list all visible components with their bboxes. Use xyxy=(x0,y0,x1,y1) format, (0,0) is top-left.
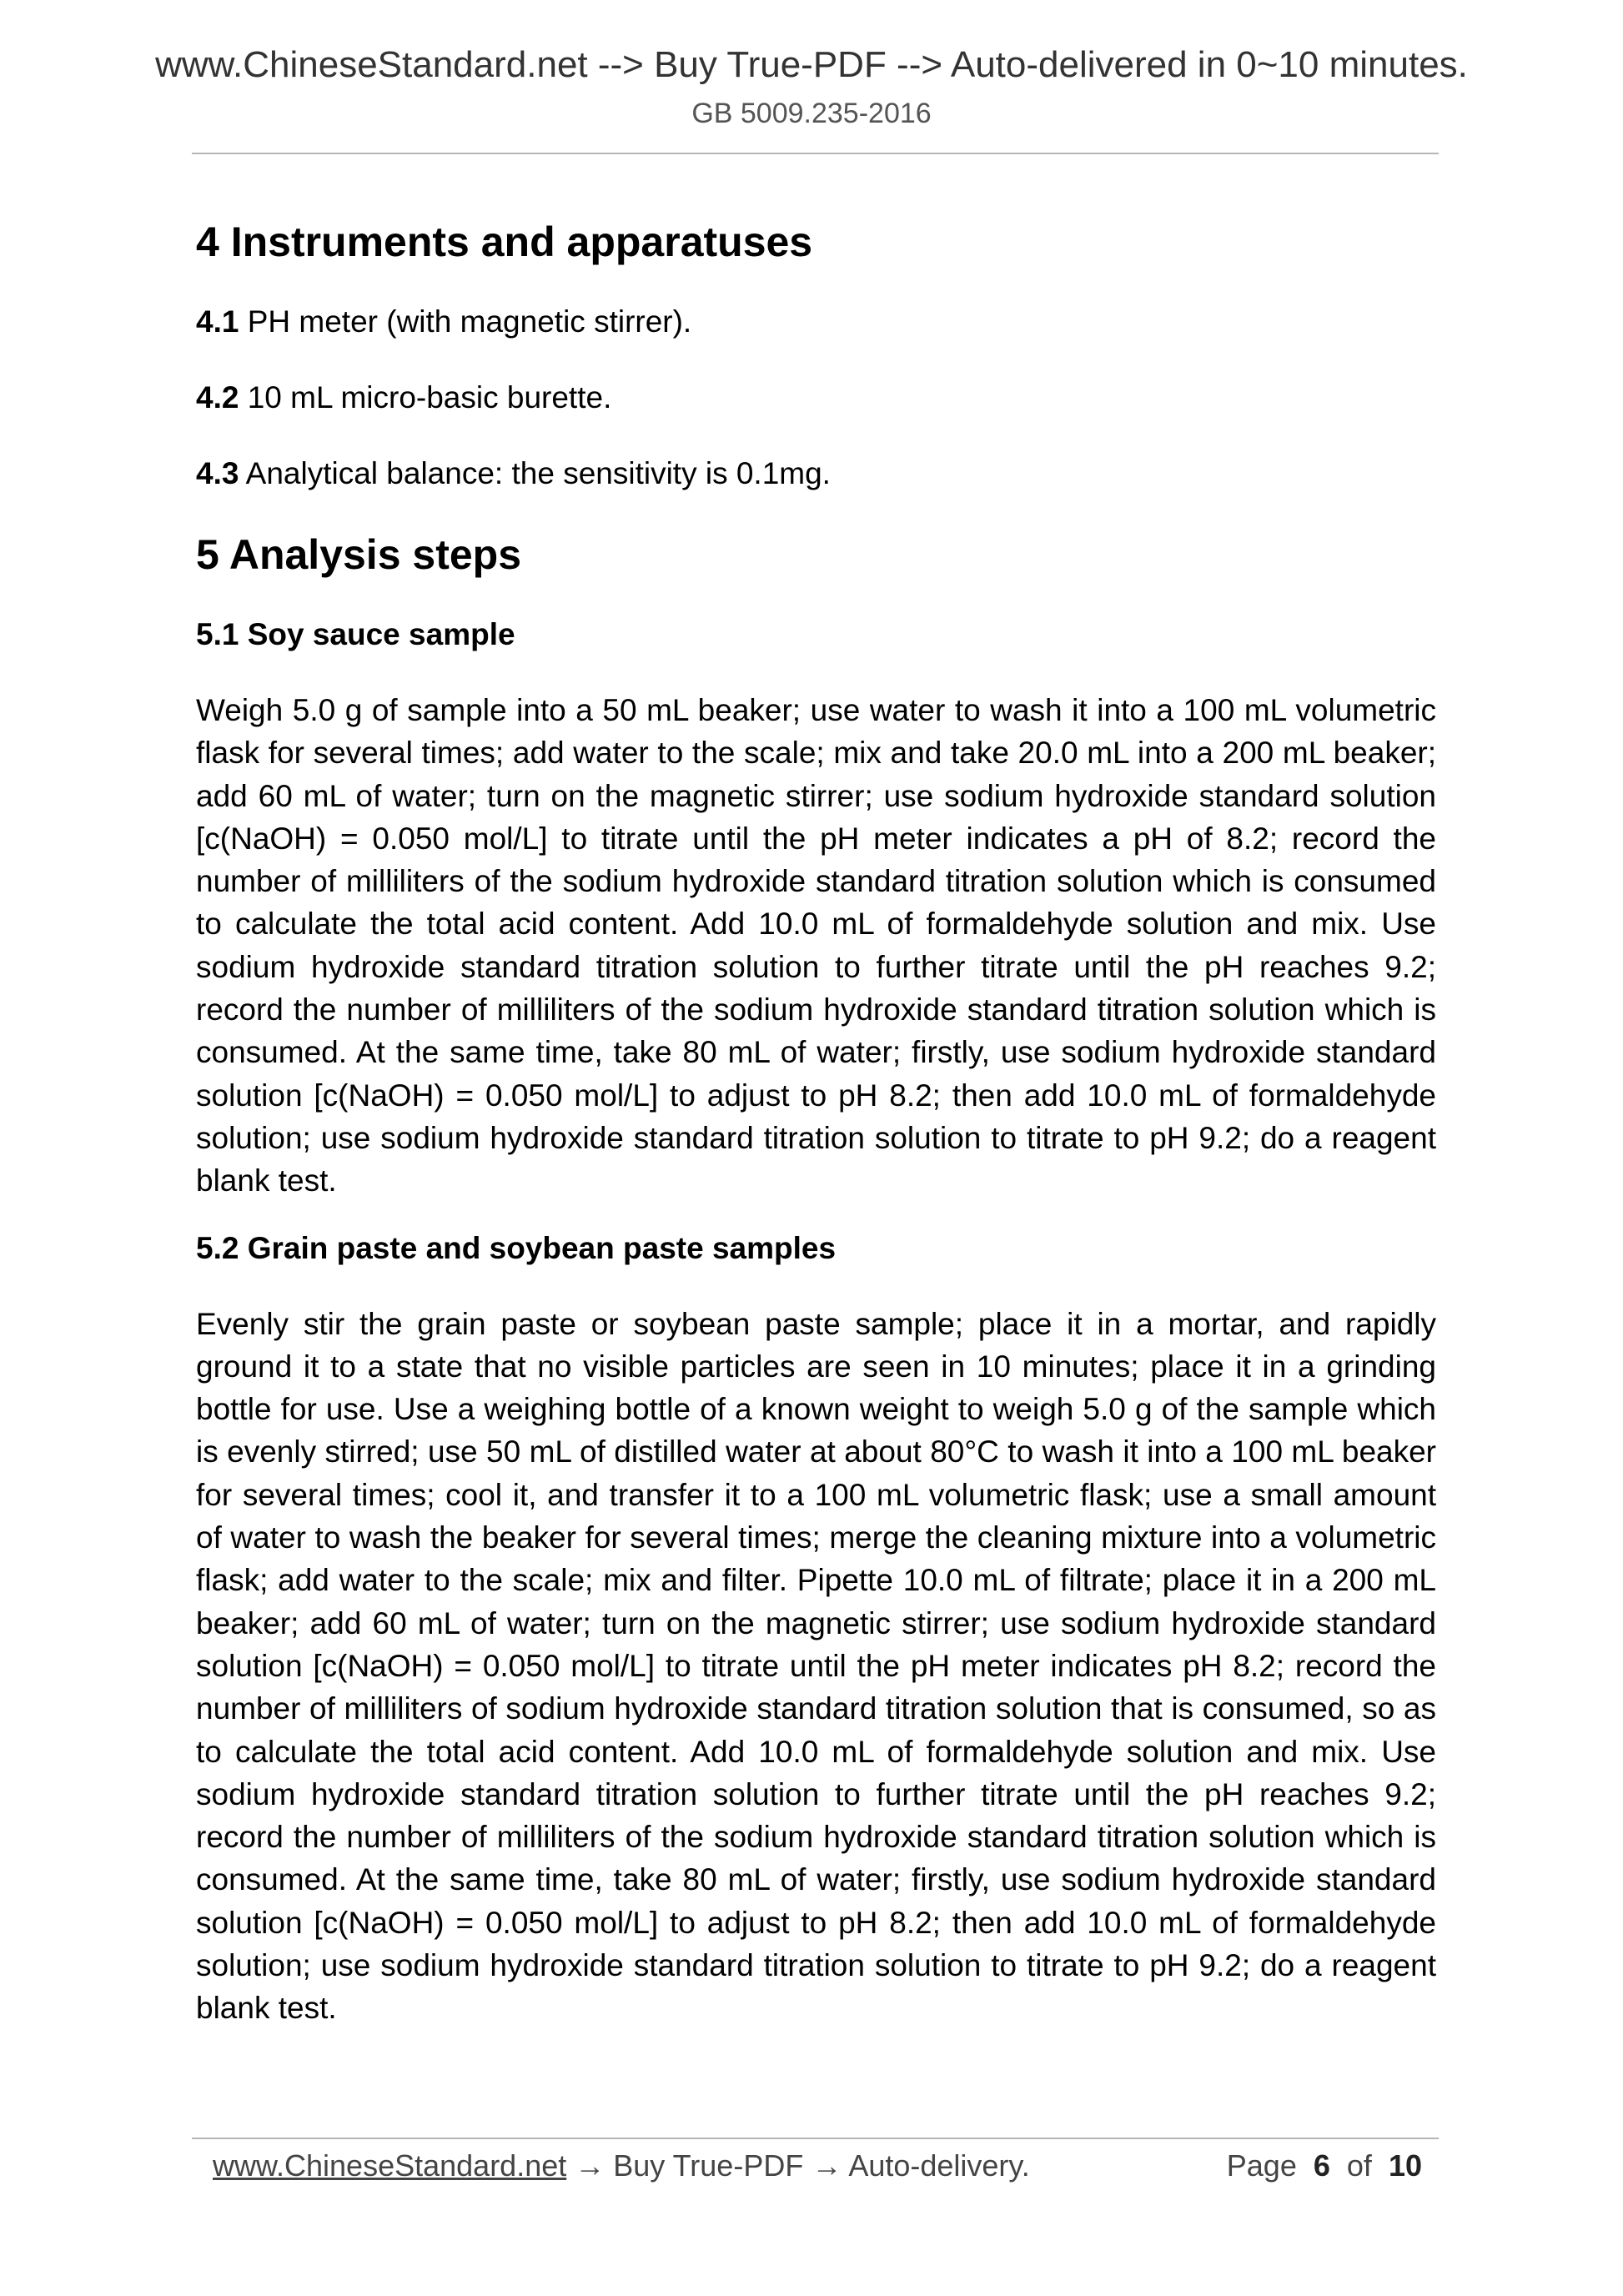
item-4-2 xyxy=(196,379,1436,417)
section-4-heading: 4 Instruments and apparatuses xyxy=(196,219,813,265)
page-label: Page xyxy=(1226,2148,1297,2183)
item-4-1 xyxy=(196,303,1436,341)
page-content xyxy=(196,217,1436,2030)
item-text: 10 mL micro-basic burette. xyxy=(239,380,612,414)
page-of-label: of xyxy=(1346,2148,1372,2183)
page-total: 10 xyxy=(1388,2148,1422,2183)
subsection-5-2-paragraph: Evenly stir the grain paste or soybean paste sample; place it in a mortar, and rapidly ground it to a state that no visible particles are seen in 10 minutes; place it in a grinding bottle for use. Use a weighing bottle of a known weight to weigh 5.0 g of the sample which is evenly stirred; use 50 mL of distilled water at about 80°C to wash it into a 100 mL beaker for several times; cool it, and transfer it to a 100 mL volumetric flask; use a small amount of water to wash the beaker for several times; merge the cleaning mixture into a volumetric flask; add water to the scale; mix and filter. Pipette 10.0 mL of filtrate; place it in a 200 mL beaker; add 60 mL of water; turn on the magnetic stirrer; use sodium hydroxide standard solution [c(NaOH) = 0.050 mol/L] to titrate until the pH meter indicates pH 8.2; record the number of milliliters of sodium hydroxide standard titration solution that is consumed, so as to calculate the total acid content. Add 10.0 mL of formaldehyde solution and mix. Use sodium hydroxide standard titration solution to further titrate until the pH reaches 9.2; record the number of milliliters of the sodium hydroxide standard titration solution which is consumed. At the same time, take 80 mL of water; firstly, use sodium hydroxide standard solution [c(NaOH) = 0.050 mol/L] to adjust to pH 8.2; then add 10.0 mL of formaldehyde solution; use sodium hydroxide standard titration solution to titrate to pH 9.2; do a reagent blank test. xyxy=(196,1306,1436,2026)
section-5-heading: 5 Analysis steps xyxy=(196,531,522,578)
item-text: Analytical balance: the sensitivity is 0.1mg. xyxy=(239,456,831,490)
footer-tagline: → Buy True-PDF → Auto-delivery. xyxy=(566,2148,1030,2183)
page-footer xyxy=(213,2141,1422,2191)
page-indicator xyxy=(1227,2141,1422,2191)
subsection-5-2-heading: 5.2 Grain paste and soybean paste samples xyxy=(196,1230,837,1265)
item-number: 4.3 xyxy=(196,456,239,490)
footer-divider xyxy=(192,2138,1439,2139)
item-text: PH meter (with magnetic stirrer). xyxy=(239,304,692,339)
header-divider xyxy=(192,153,1439,154)
item-number: 4.1 xyxy=(196,304,239,339)
item-4-3 xyxy=(196,455,1436,493)
footer-site-link[interactable]: www.ChineseStandard.net xyxy=(213,2148,567,2183)
header-banner: www.ChineseStandard.net --> Buy True-PDF --> Auto-delivered in 0~10 minutes. xyxy=(155,44,1468,85)
subsection-5-1-paragraph: Weigh 5.0 g of sample into a 50 mL beaker; use water to wash it into a 100 mL volumetric flask for several times; add water to the scale; mix and take 20.0 mL into a 200 mL beaker; add 60 mL of water; turn on the magnetic stirrer; use sodium hydroxide standard solution [c(NaOH) = 0.050 mol/L] to titrate until the pH meter indicates a pH of 8.2; record the number of milliliters of the sodium hydroxide standard titration solution which is consumed to calculate the total acid content. Add 10.0 mL of formaldehyde solution and mix. Use sodium hydroxide standard titration solution to further titrate until the pH reaches 9.2; record the number of milliliters of the sodium hydroxide standard titration solution which is consumed. At the same time, take 80 mL of water; firstly, use sodium hydroxide standard solution [c(NaOH) = 0.050 mol/L] to adjust to pH 8.2; then add 10.0 mL of formaldehyde solution; use sodium hydroxide standard titration solution to titrate to pH 9.2; do a reagent blank test. xyxy=(196,693,1436,1198)
page-current: 6 xyxy=(1313,2148,1330,2183)
subsection-5-1-heading: 5.1 Soy sauce sample xyxy=(196,617,515,651)
item-number: 4.2 xyxy=(196,380,239,414)
standard-code: GB 5009.235-2016 xyxy=(691,98,932,129)
